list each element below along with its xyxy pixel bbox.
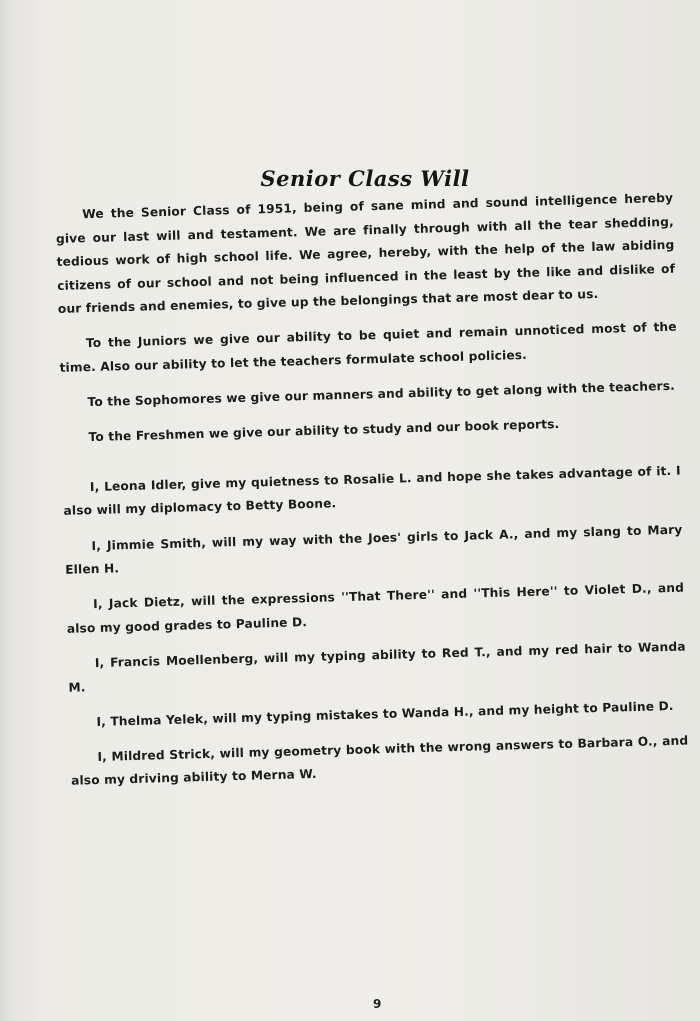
page-title: Senior Class Will [260,166,470,191]
juniors-paragraph: To the Juniors we give our ability to be quiet and remain unnoticed most of the time. Also our ability to let the teachers formulate school policies. [59,320,677,375]
bequest-paragraph-jack: I, Jack Dietz, will the expressions ''That There'' and ''This Here'' to Violet D., and also my good grades to Pauline D. [66,580,685,636]
will-text [55,187,690,805]
bequest-paragraph-francis: I, Francis Moellenberg, will my typing ability to Red T., and my red hair to Wanda M. [68,639,686,695]
preamble-paragraph: We the Senior Class of 1951, being of sane mind and sound intelligence hereby give our last will and testament. We are finally through with all the tear shedding, tedious work of high school life. We agree, hereby, with the help of the law abiding citizens of our school and not being influenced in the least by the like and dislike of our friends and enemies, to give up the belongings that are most dear to us. [55,190,676,317]
bequest-paragraph-leona: I, Leona Idler, give my quietness to Rosalie L. and hope she takes advantage of it. I also will my diplomacy to Betty Boone. [63,463,681,519]
bequest-paragraph-jimmie: I, Jimmie Smith, will my way with the Joes' girls to Jack A., and my slang to Mary Ellen H. [65,522,683,577]
bequest-paragraph-mildred: I, Mildred Strick, will my geometry book with the wrong answers to Barbara O., and also my driving ability to Merna W. [70,733,689,789]
page-number: 9 [373,997,382,1011]
freshmen-paragraph: To the Freshmen we give our ability to study and our book reports. [88,417,560,445]
sophomores-paragraph: To the Sophomores we give our manners and ability to get along with the teachers. [87,378,676,410]
bequest-paragraph-thelma: I, Thelma Yelek, will my typing mistakes to Wanda H., and my height to Pauline D. [96,698,674,729]
